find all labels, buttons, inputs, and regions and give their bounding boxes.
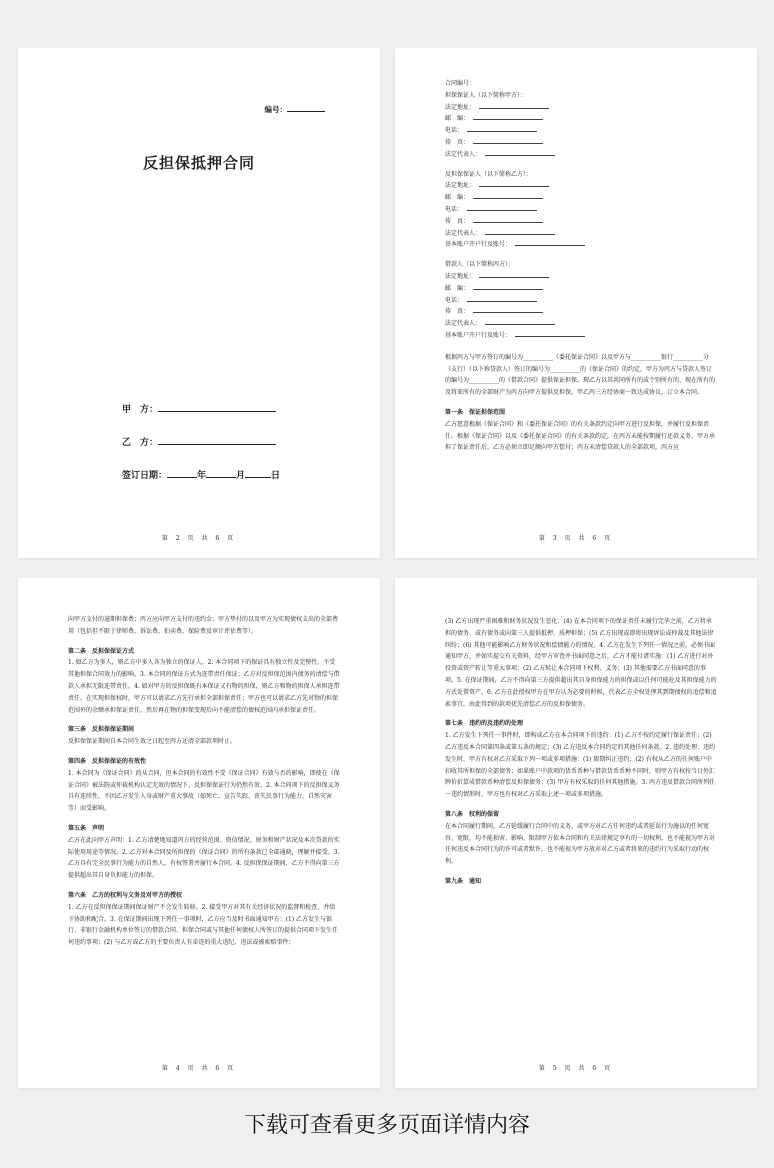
page-cover (18, 48, 380, 558)
download-prompt[interactable]: 下载可查看更多页面详情内容 (243, 1113, 530, 1138)
party-info-line: 邮 编： (445, 283, 717, 295)
fill-in-blank (473, 192, 543, 199)
page-number: 第 5 页 共 6 页 (538, 1065, 614, 1072)
party-info-line: 法定地址： (445, 102, 717, 114)
fill-in-blank (473, 113, 543, 120)
fill-in-blank (467, 204, 537, 211)
party-info-line: 法定代表人： (445, 318, 717, 330)
fill-in-blank (473, 283, 543, 290)
fill-in-blank (485, 228, 555, 235)
party-info-line: 法定代表人： (445, 228, 717, 240)
document-title: 反担保抵押合同 (142, 154, 255, 172)
party-info-line: 法定地址： (445, 180, 717, 192)
page-5 (395, 578, 757, 1088)
page-number: 第 2 页 共 6 页 (161, 535, 237, 542)
party-a-signature: 甲 方： (122, 402, 276, 415)
intro-paragraph: 根据丙方与甲方签订的编号为__________《委托保证合同》以及甲方与__________银行__________分（支行）（以下称贷款人）签订的编号为__________的《保证合同》的约定，甲方为丙方与贷款人签订的编号为__________的《借款合同》提供保证担保。现乙方以其共同所有的或个别所有的、现在所有的及将来所有的全部财产为丙方向甲方提供反担保。甲乙丙三方经协商一致达成协议，订立本合同。 (445, 353, 716, 397)
article-title: 第八条 权利的保留 (445, 810, 500, 818)
party-info-line: 邮 编： (445, 113, 717, 125)
party-info-line: 合同编号： (445, 80, 476, 87)
page-5-body (445, 616, 717, 888)
party-b-signature: 乙 方： (122, 435, 276, 448)
party-info-line: 电话： (445, 295, 717, 307)
fill-in-blank (479, 180, 549, 187)
article-title: 第二条 反担保保证方式 (68, 647, 135, 655)
article-text: 1. 本合同为《保证合同》的从合同，但本合同的有效性不受《保证合同》有效与否的影响，即使在《保证合同》被法院或仲裁机构认定无效的情况下，反担保保证行为仍然有效。2. 本合同项下的反担保义务具有连续性，不因乙方发生人身或财产重大事故（如死亡、宣告失踪、丧失民事行为能力、自然灾害等）而受影响。 (68, 769, 340, 813)
article-title: 第九条 通知 (445, 877, 482, 885)
page-number: 第 3 页 共 6 页 (538, 535, 614, 542)
fill-in-blank (479, 102, 549, 109)
article-1-title: 第一条 保证担保范围 (445, 408, 506, 416)
fill-in-blank (515, 330, 585, 337)
party-info-line: 电话： (445, 125, 717, 137)
article-title: 第七条 违约的及违约的处理 (445, 720, 524, 728)
article-text: 1. 乙方发生下列任一事件时，即构成乙方在本合同项下的违约：(1) 乙方不按约定履行保证责任；(2) 乙方违反本合同第四条或第五条的规定；(3) 乙方违反本合同约定的其他任何条款。2. 违约处理：违约发生时，甲方有权对乙方采取下列一项或多项措施：(1) 限期纠正违约；(2) 有权从乙方的任何账户中扣收其所担保的全部债务；如果账户中款项的货币币种与借款货币币种不同时，则甲方有权按当日外汇牌价折算成借款币种清偿反担保债务；(3) 甲方有权采取的任何其他措施。3. 丙方违反借款合同所列任一违约情形时，甲方也有权对乙方采取上述一项或多项措施。 (445, 732, 716, 799)
party-info-line: 反担保保证人（以下简称乙方）： (445, 170, 533, 178)
article-text: 在本合同履行期间，乙方延缓履行合同中的义务，或甲方对乙方任何违约或者延误行为施以的任何宽容、宽限，均不能损害、影响、限制甲方依本合同和有关法律规定享有的一切权利，也不能视为甲方对任何违反本合同行为的许可或者默许，也不能视为甲方放弃对乙方或者将来的违约行为采取行动的权利。 (445, 822, 716, 866)
fill-in-blank (473, 306, 543, 313)
party-info-line: 法定代表人： (445, 149, 717, 161)
page-number: 第 4 页 共 6 页 (161, 1065, 237, 1072)
article-text: 向甲方支付的逾期担保费；丙方应向甲方支付的违约金；甲方垫付的以及甲方为实现债权支出的全部费用（包括但不限于律师费、诉讼费、拍卖费、保险费及审计评估费等）。 (68, 616, 339, 635)
fill-in-blank (467, 125, 537, 132)
article-title: 第四条 反担保保证的有效性 (68, 757, 147, 765)
party-info-line: 电话： (445, 204, 717, 216)
article-title: 第六条 乙方的权利与义务及对甲方的授权 (68, 891, 183, 899)
fill-in-blank (515, 239, 585, 246)
sign-date: 签订日期： 年 月 日 (122, 468, 280, 481)
party-info-line: 传 真： (445, 306, 717, 318)
party-info-line: 担保保证人（以下简称甲方）： (445, 91, 527, 99)
article-1-text: 乙方愿意根据《保证合同》和《委托保证合同》的有关条款约定向甲方进行反担保，并履行反担保责任。根据《保证合同》以及《委托保证合同》的有关条款约定，在丙方未能按期履行还款义务，甲方承担了保证责任后，乙方必须立即足额向甲方偿付；丙方未清偿贷款人的全部款项，丙方应 (445, 420, 716, 452)
page-4 (18, 578, 380, 1088)
fill-in-blank (485, 318, 555, 325)
fill-in-blank (473, 137, 543, 144)
party-info-line: 传 真： (445, 216, 717, 228)
article-title: 第三条 反担保保证期间 (68, 726, 135, 734)
party-info-block (445, 78, 717, 454)
party-info-line: 借款人（以下简称丙方）： (445, 261, 515, 269)
article-title: 第五条 声明 (68, 824, 105, 832)
fill-in-blank (479, 271, 549, 278)
party-info-line (445, 251, 717, 259)
party-info-line: 邮 编： (445, 192, 717, 204)
article-text: (3) 乙方出现严重困难和财务状况发生恶化；(4) 在本合同项下的保证责任未履行完毕之前，乙方将承担的债务、或有债务或向第三人提供抵押、质押担保；(5) 乙方出现或即将出现诉讼或仲裁及其他法律纠纷；(6) 其他可能影响乙方财务状况和偿债能力的情况。4. 乙方在发生下列任一情况之前，必须书面通知甲方，并如实提交有关资料，经甲方审查并书面同意之后，乙方才能付诸实施：(1) 乙方进行对外投资或资产转让等重大事项；(2) 乙方转让本合同项下权利、义务；(3) 其他需要乙方书面同意的事项。5. 在保证期间，乙方不得向第三方提供超出其自身担保能力的担保或以任何可能危及其担保能力的方式处置资产。6. 乙方在此授权甲方在甲方认为必要的时候，代表乙方全权处理其到期债权的追偿和追索事宜，由此得到的款项优先清偿乙方的反担保债务。 (445, 618, 717, 708)
fill-in-blank (485, 149, 555, 156)
party-info-line: 基本账户开户行及账号： (445, 330, 717, 342)
party-info-line: 基本账户开户行及账号： (445, 239, 717, 251)
article-text: 1. 如乙方为多人，则乙方中多人各为独立的保证人。2. 本合同项下的保证具有独立性及完整性，不受其他担保合同效力的影响。3. 本合同的保证方式为连带责任保证；乙方对反担保范围内债务的清偿与借款人承担无限连带责任。4. 如对甲方的反担保既有本保证又有物的担保，则乙方和物的担保人承担连带责任。在实现担保权时，甲方可以请求乙方先行承担全部担保责任；甲方也可以请求乙方先对物的担保范围外的余额承担保证责任，然后再在物的担保变现后向不能清偿的债权范围内承担保证责任。 (68, 659, 340, 714)
fill-in-blank (467, 295, 537, 302)
article-text: 乙方在此向甲方声明：1. 乙方清楚地知道丙方的经营范围、资信情况、财务和财产状况及本次贷款的实际使用用途等情况。2. 乙方对本合同及所担保的《保证合同》的所有条款已全部通晓，理解并接受。3. 乙方具有完全民事行为能力的自然人，有权签署并履行本合同。4. 反担保保证期间，乙方不得向第三方提供超出其自身负担能力的担保。 (68, 836, 340, 880)
party-info-line (445, 161, 717, 169)
party-info-line: 法定地址： (445, 271, 717, 283)
article-text: 反担保保证期间自本合同生效之日起至丙方还清全部款项时止。 (68, 738, 237, 746)
party-info-line: 传 真： (445, 137, 717, 149)
contract-number-label: 编号： (265, 104, 326, 115)
fill-in-blank (473, 216, 543, 223)
page-3 (395, 48, 757, 558)
page-4-body (68, 614, 340, 949)
article-text: 1. 乙方在反担保保证期间保证财产不会发生转移。2. 接受甲方对其有关经济状况的监督和检查，并给予协助和配合。3. 在保证期间出现下列任一事项时，乙方应当及时书面通知甲方：(1) 乙方发生与银行、非银行金融机构单位签订的借款合同、担保合同或与其他任何债权人所签订的提供合同项下发生任何违约事项；(2) 与乙方或乙方的主要负责人有牵连的重大违纪、违法或被索赔事件； (68, 903, 339, 947)
